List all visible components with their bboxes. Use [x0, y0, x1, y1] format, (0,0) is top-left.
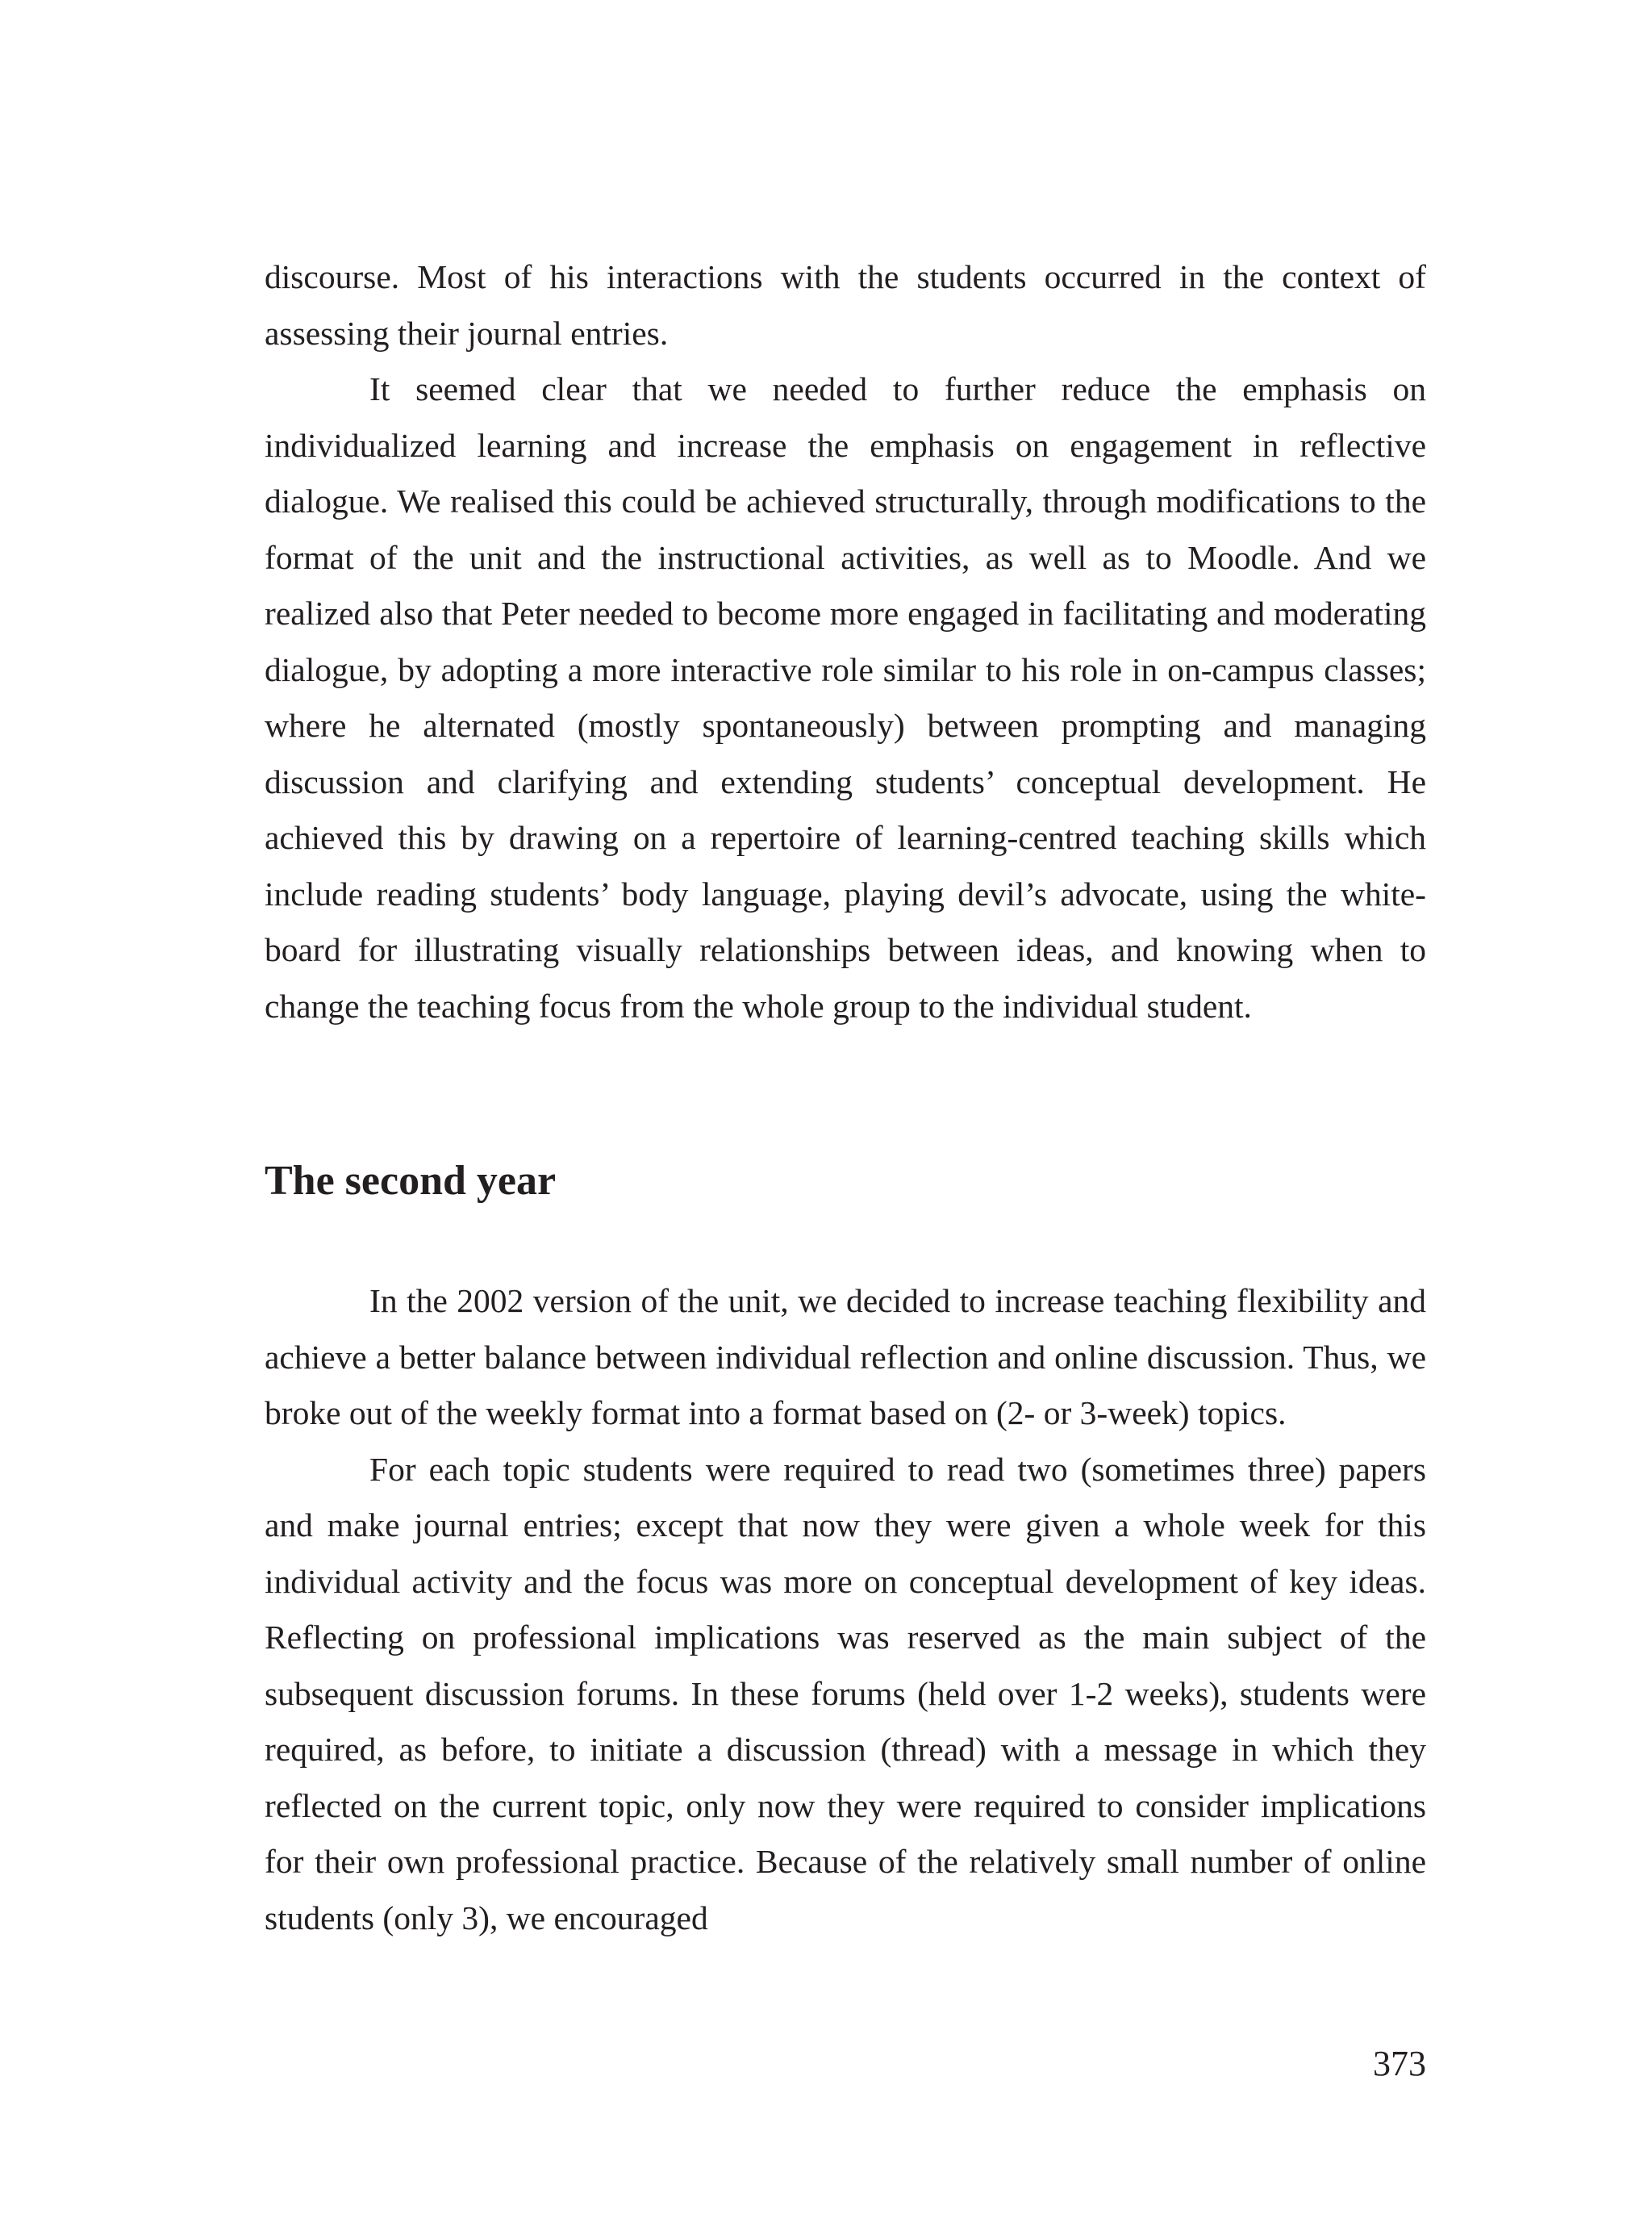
section-heading: The second year — [265, 1158, 557, 1204]
body-text-top — [265, 249, 1426, 1034]
paragraph-reflective-dialogue: It seemed clear that we needed to further reduce the emphasis on individualized learning and increase the emphasis on engagement in reflective dialogue. We realised this could be achieved structurally, through modifications to the format of the unit and the instructional activities, as well as to Moodle. And we realized also that Peter needed to become more engaged in facilitating and moderating dialogue, by adopting a more interactive role similar to his role in on-campus classes; where he alternated (mostly spontaneously) between prompting and managing discussion and clarifying and extending students’ conceptual development. He achieved this by drawing on a repertoire of learning-centred teaching skills which include reading students’ body language, playing devil’s advocate, using the white-board for illustrating visually relationships between ideas, and knowing when to change the teaching focus from the whole group to the individual student. — [265, 370, 1426, 1025]
body-text-bottom — [265, 1273, 1426, 1946]
paragraph-continuation: discourse. Most of his interactions with the students occurred in the context of assessing their journal entries. — [265, 258, 1426, 352]
paragraph-2002-version: In the 2002 version of the unit, we decided to increase teaching flexibility and achieve a better balance between individual reflection and online discussion. Thus, we broke out of the weekly format into a format based on (2- or 3-week) topics. — [265, 1282, 1426, 1431]
paragraph-topics: For each topic students were required to read two (sometimes three) papers and make journal entries; except that now they were given a whole week for this individual activity and the focus was more on conceptual development of key ideas. Reflecting on professional implications was reserved as the main subject of the subsequent discussion forums. In these forums (held over 1-2 weeks), students were required, as before, to initiate a discussion (thread) with a message in which they reflected on the current topic, only now they were required to consider implications for their own professional practice. Because of the relatively small number of online students (only 3), we encouraged — [265, 1450, 1426, 1936]
page-number: 373 — [1373, 2044, 1426, 2083]
